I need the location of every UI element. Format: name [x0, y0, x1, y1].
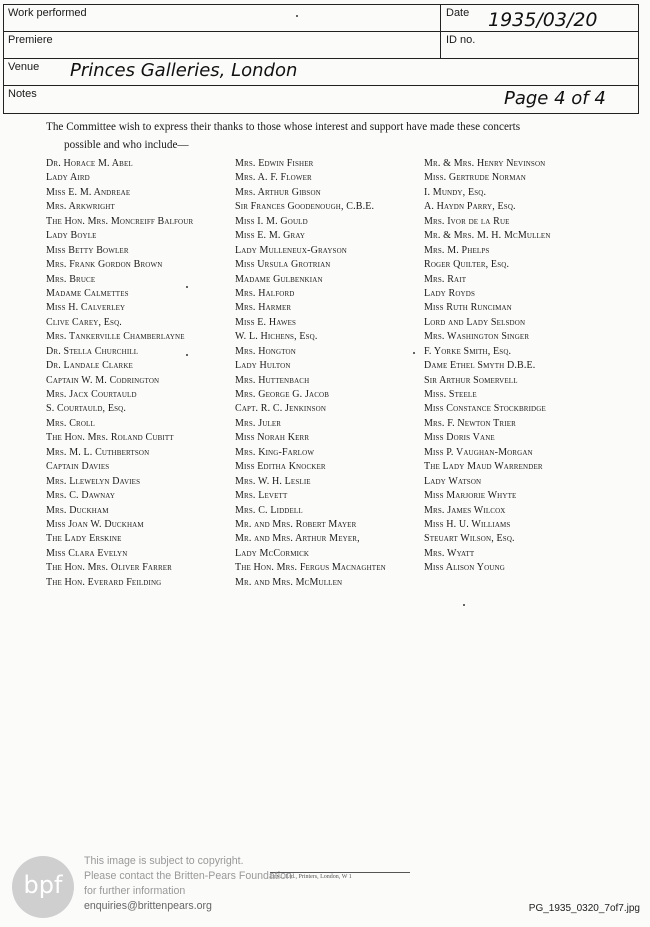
subscriber-name: Mr. & Mrs. Henry Nevinson — [424, 158, 546, 169]
subscriber-name: Clive Carey, Esq. — [46, 316, 122, 328]
subscriber-name: Mrs. M. L. Cuthbertson — [46, 446, 150, 458]
subscriber-name: Miss Norah Kerr — [235, 432, 310, 444]
subscriber-name: Miss E. Hawes — [235, 316, 297, 328]
subscriber-name: The Hon. Mrs. Roland Cubitt — [46, 432, 174, 444]
ink-speck — [413, 352, 415, 354]
subscriber-name: Miss Alison Young — [424, 562, 505, 574]
subscriber-name: Mrs. C. Dawnay — [46, 490, 116, 502]
subscriber-name: Captain Davies — [46, 461, 110, 473]
subscriber-name: Mr. and Mrs. McMullen — [235, 576, 343, 588]
subscriber-name: Mrs. Hongton — [235, 345, 296, 357]
subscriber-name: Miss H. U. Williams — [424, 518, 511, 530]
subscriber-name: Mrs. King-Farlow — [235, 446, 315, 458]
subscriber-name: W. L. Hichens, Esq. — [235, 331, 318, 343]
subscriber-name: Mrs. Arkwright — [46, 201, 115, 213]
subscriber-name: Mrs. Juler — [235, 417, 282, 429]
subscriber-name: Mrs. C. Liddell — [235, 504, 303, 516]
subscriber-name: The Lady Maud Warrender — [424, 461, 543, 473]
subscriber-name: Miss. Steele — [424, 389, 477, 400]
subscriber-name: F. Yorke Smith, Esq. — [424, 345, 512, 357]
premiere-label: Premiere — [8, 34, 53, 46]
subscriber-name: Mrs. Llewelyn Davies — [46, 475, 141, 487]
subscriber-name: Mrs. Duckham — [46, 504, 109, 516]
column-divider — [440, 5, 441, 31]
subscriber-name: Lady Mulleneux-Grayson — [235, 244, 347, 256]
subscriber-name: Mrs. M. Phelps — [424, 244, 490, 256]
names-column-2 — [235, 157, 386, 590]
subscriber-name: Dr. Landale Clarke — [46, 360, 133, 372]
subscriber-name: Mrs. Frank Gordon Brown — [46, 259, 163, 271]
subscriber-name: Lady McCormick — [235, 547, 310, 559]
subscriber-name: Dr. Horace M. Abel — [46, 158, 133, 169]
date-label: Date — [446, 7, 470, 19]
subscriber-name: Mrs. Huttenbach — [235, 374, 310, 386]
subscriber-name: Miss. Gertrude Norman — [424, 172, 527, 184]
subscriber-name: Miss Editha Knocker — [235, 461, 326, 473]
subscriber-name: Mrs. Bruce — [46, 273, 96, 285]
id-label: ID no. — [446, 34, 476, 46]
subscriber-name: Roger Quilter, Esq. — [424, 259, 510, 271]
subscriber-name: The Hon. Mrs. Moncreiff Balfour — [46, 215, 194, 227]
subscriber-name: Mrs. Edwin Fisher — [235, 158, 314, 169]
subscriber-name: S. Courtauld, Esq. — [46, 403, 127, 415]
copyright-line-3: for further information — [84, 885, 186, 897]
subscriber-name: Miss Doris Vane — [424, 432, 495, 444]
subscriber-name: Steuart Wilson, Esq. — [424, 533, 515, 545]
names-column-1 — [46, 157, 193, 590]
subscriber-name: The Hon. Everard Feilding — [46, 576, 162, 588]
subscriber-name: Mrs. Levett — [235, 490, 288, 502]
subscriber-name: Dr. Stella Churchill — [46, 345, 139, 357]
copyright-line-2: Please contact the Britten-Pears Foundation — [84, 870, 292, 882]
row-premiere — [4, 32, 638, 59]
subscriber-name: Mrs. Tankerville Chamberlayne — [46, 331, 185, 343]
subscriber-name: Mrs. Croll — [46, 417, 95, 429]
subscriber-name: Miss Joan W. Duckham — [46, 518, 144, 530]
subscriber-name: Mrs. James Wilcox — [424, 504, 506, 516]
subscriber-name: Mrs. George G. Jacob — [235, 389, 330, 400]
subscriber-name: Sir Arthur Somervell — [424, 374, 518, 386]
ink-speck — [186, 354, 188, 356]
subscriber-name: Lord and Lady Selsdon — [424, 316, 526, 328]
subscriber-name: Mr. and Mrs. Robert Mayer — [235, 518, 357, 530]
subscriber-name: Mr. & Mrs. M. H. McMullen — [424, 230, 551, 242]
work-performed-label: Work performed — [8, 7, 87, 19]
subscriber-name: Mrs. Jacx Courtauld — [46, 389, 137, 400]
subscriber-name: Lady Boyle — [46, 230, 97, 242]
copyright-notice — [84, 854, 292, 914]
venue-label: Venue — [8, 61, 40, 73]
image-id: PG_1935_0320_7of7.jpg — [528, 903, 640, 914]
subscriber-name: Mrs. Halford — [235, 287, 295, 299]
subscriber-name: The Hon. Mrs. Oliver Farrer — [46, 562, 173, 574]
subscriber-name: A. Haydn Parry, Esq. — [424, 201, 516, 213]
subscriber-name: Miss Ursula Grotrian — [235, 259, 331, 271]
intro-text — [46, 118, 626, 154]
notes-label: Notes — [8, 88, 37, 100]
ink-speck — [296, 15, 298, 17]
subscriber-name: Captain W. M. Codrington — [46, 374, 160, 386]
subscriber-name: The Lady Erskine — [46, 533, 122, 545]
subscriber-name: Miss Constance Stockbridge — [424, 403, 546, 415]
subscriber-name: Miss Ruth Runciman — [424, 302, 512, 314]
subscriber-name: Madame Gulbenkian — [235, 273, 323, 285]
subscriber-name: Capt. R. C. Jenkinson — [235, 403, 327, 415]
subscriber-name: Lady Watson — [424, 475, 482, 487]
column-divider — [440, 32, 441, 58]
subscriber-name: Miss Clara Evelyn — [46, 547, 128, 559]
subscriber-name: Mrs. Rait — [424, 273, 467, 285]
subscriber-name: Mrs. Wyatt — [424, 547, 475, 559]
intro-line-2: possible and who include— — [64, 139, 189, 151]
subscriber-name: Mrs. Harmer — [235, 302, 292, 314]
subscriber-name: Mrs. Washington Singer — [424, 331, 530, 343]
subscriber-name: Mrs. F. Newton Trier — [424, 417, 516, 429]
ink-speck — [463, 604, 465, 606]
subscriber-name: Miss P. Vaughan-Morgan — [424, 446, 533, 458]
subscriber-name: Mr. and Mrs. Arthur Meyer, — [235, 533, 360, 545]
subscriber-name: Lady Royds — [424, 287, 476, 299]
subscriber-name: Mrs. A. F. Flower — [235, 172, 312, 184]
subscriber-name: I. Mundy, Esq. — [424, 186, 487, 198]
subscriber-name: Dame Ethel Smyth D.B.E. — [424, 360, 536, 372]
subscriber-name: Mrs. Ivor de la Rue — [424, 215, 510, 227]
subscriber-name: Madame Calmettes — [46, 287, 129, 299]
subscriber-name: Miss Marjorie Whyte — [424, 490, 517, 502]
row-venue — [4, 59, 638, 86]
subscriber-name: Miss E. M. Gray — [235, 230, 306, 242]
subscriber-name: Miss E. M. Andreae — [46, 186, 131, 198]
subscriber-name: Mrs. Arthur Gibson — [235, 186, 321, 198]
subscriber-name: Miss I. M. Gould — [235, 215, 308, 227]
printer-line: Lᴏɴ... Ltd., Printers, London, W 1 — [270, 872, 410, 880]
copyright-line-1: This image is subject to copyright. — [84, 855, 244, 867]
ink-speck — [186, 286, 188, 288]
subscriber-name: Lady Hulton — [235, 360, 291, 372]
row-notes — [4, 86, 638, 113]
subscriber-name: Mrs. W. H. Leslie — [235, 475, 311, 487]
subscriber-name: Miss H. Calverley — [46, 302, 126, 314]
subscriber-name: Sir Frances Goodenough, C.B.E. — [235, 201, 375, 213]
subscriber-name: Lady Aird — [46, 172, 90, 184]
date-value: 1935/03/20 — [488, 9, 598, 31]
names-column-3 — [424, 157, 551, 576]
intro-line-1: The Committee wish to express their thanks to those whose interest and support have made these concerts — [46, 121, 521, 133]
subscriber-name: The Hon. Mrs. Fergus Macnaghten — [235, 562, 386, 574]
header-form — [3, 4, 639, 114]
bpf-logo — [12, 856, 74, 918]
notes-value: Page 4 of 4 — [504, 88, 606, 109]
subscriber-name: Miss Betty Bowler — [46, 244, 129, 256]
row-work-performed — [4, 5, 638, 32]
contact-email-link[interactable]: enquiries@brittenpears.org — [84, 900, 212, 912]
logo-text: bpf — [23, 871, 63, 899]
venue-value: Princes Galleries, London — [70, 60, 298, 81]
